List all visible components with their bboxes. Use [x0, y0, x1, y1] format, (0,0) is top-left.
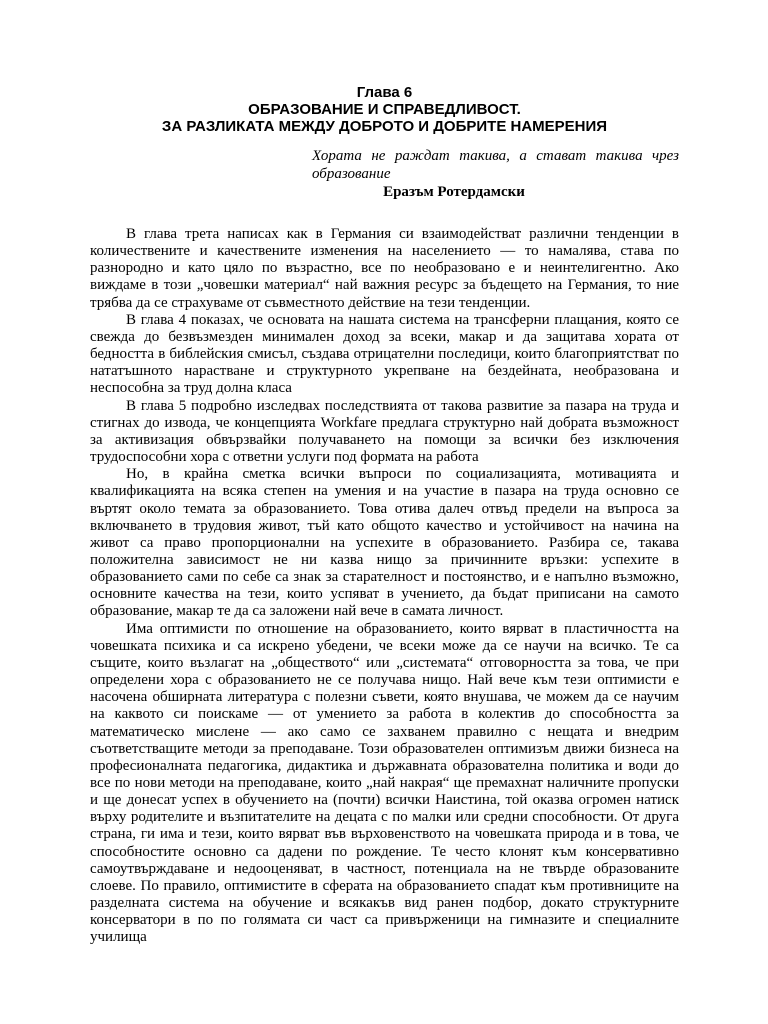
document-page: [90, 84, 679, 947]
chapter-title: ОБРАЗОВАНИЕ И СПРАВЕДЛИВОСТ.: [248, 101, 521, 118]
paragraph: Има оптимисти по отношение на образованието, които вярват в пластичността на човешката психика и са искрено убедени, че всеки може да се научи на всичко. Те са същите, които възлагат на „обществото“ или „системата“ отговорността за това, че при определени хора с образованието не се получава нищо. Най вече към тези оптимисти е насочена обширната литература с полезни съвети, която внушава, че можем да се научим на каквото си поискаме — от умението за работа в колектив до способността за математическо мислене — ако само се захванем правилно с нещата и внедрим съответстващите методи за преподаване. Този образователен оптимизъм движи бизнеса на професионалната педагогика, дидактика и държавната образователна политика и води до все по нови методи на преподаване, които „най накрая“ ще премахнат наличните пропуски и ще донесат успех в обучението на (почти) всички Наистина, той оказва огромен натиск върху родителите и възпитателите на децата с по малки или средни способности. От друга страна, ги има и тези, които вярват във върховенството на човешката природа и в това, че способностите основно са дадени по рождение. Те често клонят към консервативно самоутвърждаване и недооценяват, в частност, потенциала на не твърде образованите слоеве. По правило, оптимистите в сферата на образованието спадат към противниците на разделната система на обучение и всякакъв вид ранен подбор, докато структурните консерватори в по по голямата си част са привърженици на гимназите и специалните училища: [90, 620, 679, 946]
paragraph: В глава 4 показах, че основата на нашата система на трансферни плащания, която се свежда до безвъзмезден минимален доход за всеки, макар и да защитава хората от бедността в библейския смисъл, създава отрицателни последици, които благоприятстват по нататъшното нарастване и структурното укрепване на бездейната, необразована и неспособна за труд долна класа: [90, 311, 679, 397]
epigraph-author: Еразъм Ротердамски: [383, 184, 525, 200]
paragraph: В глава трета написах как в Германия си взаимодействат различни тенденции в количествените и качествените изменения на населението — то намалява, става по разнородно и като цяло по възрастно, все по необразовано е и неинтелигентно. Ако виждаме в този „човешки материал“ най важния ресурс за бъдещето на Германия, то ние трябва да се страхуваме от съвместното действие на тези тенденции.: [90, 226, 679, 311]
paragraph: Но, в крайна сметка всички въпроси по социализацията, мотивацията и квалификацията на всяка степен на умения и на участие в пазара на труда основно се въртят около темата за образованието. Това отива далеч отвъд предели на въпроса за включването в трудовия живот, тъй като общото качество и устойчивост на начина на живот са право пропорционални на успехите в образованието. Разбира се, такава положителна зависимост не ни казва нищо за причинните връзки: успехите в образованието сами по себе са знак за старателност и постоянство, и е напълно възможно, основните качества на тези, които успяват в учението, да бъдат приписани на самото образование, макар те да са заложени най вече в самата личност.: [90, 466, 679, 620]
chapter-number: Глава 6: [356, 84, 413, 101]
paragraph: В глава 5 подробно изследвах последствията от такова развитие за пазара на труда и стигнах до извода, че концепцията Workfare предлага структурно най добрата възможност за активизация обвързвайки получаването на помощи за всички без изключения трудоспособни хора с ответни услуги под формата на работа: [90, 397, 679, 466]
body-text: [90, 226, 679, 947]
epigraph-quote: Хората не раждат такива, а стават такива чрез образование: [312, 148, 679, 182]
chapter-subtitle: ЗА РАЗЛИКАТА МЕЖДУ ДОБРОТО И ДОБРИТЕ НАМЕРЕНИЯ: [161, 118, 608, 135]
